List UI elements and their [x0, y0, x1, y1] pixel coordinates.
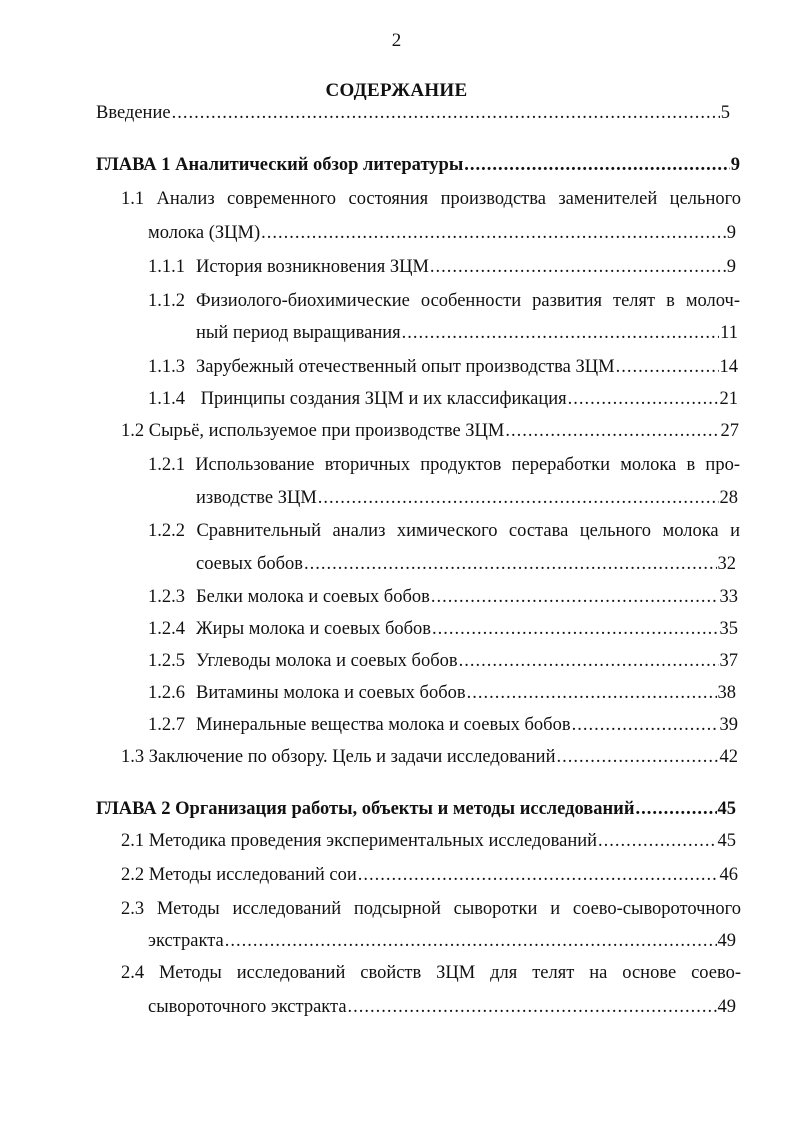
toc-leader-dots	[505, 416, 719, 446]
toc-leader-dots	[358, 860, 719, 890]
toc-entry-page: 32	[717, 554, 736, 574]
toc-entry-text: Белки молока и соевых бобов	[196, 587, 430, 607]
toc-entry-number: 1.1.1	[148, 257, 185, 277]
toc-entry-1-2-1-line2	[196, 483, 738, 513]
toc-entry-intro	[96, 98, 730, 128]
toc-entry-text: ГЛАВА 2 Организация работы, объекты и методы исследований	[96, 799, 635, 819]
toc-entry-text: Витамины молока и соевых бобов	[196, 683, 466, 703]
toc-entry-1-2-2-line2	[196, 549, 736, 579]
toc-entry-1-1-1	[148, 252, 736, 282]
toc-entry-label	[148, 384, 567, 414]
toc-entry-number: 1.2.5	[148, 651, 185, 671]
toc-entry-page: 42	[719, 747, 738, 767]
toc-entry-page: 39	[719, 715, 738, 735]
toc-entry-1-2-3	[148, 582, 738, 612]
toc-entry-page: 11	[720, 323, 738, 343]
toc-entry-label	[148, 710, 571, 740]
toc-entry-text: 2.2 Методы исследований сои	[121, 865, 357, 885]
toc-entry-number: 1.1.4	[148, 389, 185, 409]
toc-entry-1-1-2-line2	[196, 318, 738, 348]
toc-entry-1-2-5	[148, 646, 738, 676]
toc-entry-text: соевых бобов	[196, 554, 303, 574]
toc-entry-label	[148, 614, 431, 644]
page-number: 2	[391, 30, 402, 51]
toc-leader-dots	[261, 218, 726, 248]
toc-leader-dots	[616, 352, 719, 382]
toc-entry-text: Углеводы молока и соевых бобов	[196, 651, 458, 671]
toc-entry-number: 1.2.3	[148, 587, 185, 607]
toc-entry-page: 38	[717, 683, 736, 703]
toc-entry-1-1-line1: 1.1 Анализ современного состояния производства заменителей цельного	[121, 189, 741, 209]
toc-entry-2-3-line2	[148, 926, 736, 956]
toc-leader-dots	[402, 318, 720, 348]
toc-leader-dots	[430, 252, 726, 282]
toc-leader-dots	[598, 826, 716, 856]
toc-leader-dots	[318, 483, 719, 513]
toc-entry-1-1-4	[148, 384, 738, 414]
toc-entry-label	[148, 646, 458, 676]
toc-entry-text: Жиры молока и соевых бобов	[196, 619, 432, 639]
toc-entry-1-1-3	[148, 352, 738, 382]
toc-entry-chapter-1	[96, 150, 740, 180]
toc-leader-dots	[225, 926, 717, 956]
toc-entry-text: изводстве ЗЦМ	[196, 488, 317, 508]
toc-entry-text: ГЛАВА 1 Аналитический обзор литературы	[96, 155, 464, 175]
toc-entry-2-2	[121, 860, 738, 890]
toc-entry-page: 5	[720, 103, 730, 123]
toc-entry-1-2-7	[148, 710, 738, 740]
toc-leader-dots	[172, 98, 720, 128]
toc-leader-dots	[432, 614, 718, 644]
toc-entry-page: 27	[720, 421, 739, 441]
toc-leader-dots	[348, 992, 717, 1022]
toc-entry-2-4-line1: 2.4 Методы исследований свойств ЗЦМ для телят на основе соево-	[121, 963, 741, 983]
toc-leader-dots	[464, 150, 729, 180]
toc-title: СОДЕРЖАНИЕ	[325, 80, 468, 101]
toc-entry-page: 9	[726, 257, 736, 277]
toc-entry-text: 1.3 Заключение по обзору. Цель и задачи исследований	[121, 747, 556, 767]
toc-entry-label	[148, 352, 615, 382]
toc-leader-dots	[459, 646, 719, 676]
toc-leader-dots	[572, 710, 719, 740]
toc-entry-page: 49	[717, 997, 736, 1017]
toc-entry-text: История возникновения ЗЦМ	[196, 257, 429, 277]
toc-entry-page: 37	[719, 651, 738, 671]
toc-leader-dots	[556, 742, 718, 772]
toc-entry-page: 33	[719, 587, 738, 607]
toc-entry-text: Минеральные вещества молока и соевых бобов	[196, 715, 571, 735]
toc-entry-page: 45	[717, 831, 736, 851]
toc-leader-dots	[431, 582, 719, 612]
toc-entry-number: 1.1.3	[148, 357, 185, 377]
toc-entry-text: ный период выращивания	[196, 323, 401, 343]
toc-entry-1-2-1-line1: 1.2.1 Использование вторичных продуктов переработки молока в про-	[148, 455, 740, 475]
toc-entry-page: 9	[730, 155, 740, 175]
toc-entry-page: 35	[719, 619, 738, 639]
toc-entry-page: 49	[717, 931, 736, 951]
toc-entry-text: 1.2 Сырьё, используемое при производстве ЗЦМ	[121, 421, 505, 441]
toc-entry-text: молока (ЗЦМ)	[148, 223, 261, 243]
toc-entry-1-3	[121, 742, 738, 772]
toc-entry-1-2-6	[148, 678, 736, 708]
toc-entry-text: экстракта	[148, 931, 224, 951]
toc-entry-page: 21	[719, 389, 738, 409]
toc-entry-number: 1.2.7	[148, 715, 185, 735]
toc-entry-1-2	[121, 416, 739, 446]
toc-leader-dots	[568, 384, 719, 414]
toc-entry-2-1	[121, 826, 736, 856]
toc-entry-text: Принципы создания ЗЦМ и их классификация	[196, 389, 567, 409]
toc-entry-label	[148, 252, 429, 282]
toc-entry-text: сывороточного экстракта	[148, 997, 347, 1017]
toc-leader-dots	[467, 678, 717, 708]
toc-entry-number: 1.2.4	[148, 619, 185, 639]
toc-entry-2-3-line1: 2.3 Методы исследований подсырной сыворотки и соево-сывороточного	[121, 899, 741, 919]
toc-entry-page: 45	[717, 799, 736, 819]
toc-entry-label	[148, 678, 466, 708]
toc-leader-dots	[636, 794, 717, 824]
toc-entry-1-2-4	[148, 614, 738, 644]
toc-entry-chapter-2	[96, 794, 736, 824]
toc-entry-label	[148, 582, 430, 612]
toc-leader-dots	[304, 549, 717, 579]
toc-entry-text: Зарубежный отечественный опыт производства ЗЦМ	[196, 357, 615, 377]
toc-entry-page: 28	[719, 488, 738, 508]
toc-entry-1-1-2-line1: 1.1.2 Физиолого-биохимические особенности развития телят в молоч-	[148, 291, 740, 311]
toc-entry-text: Введение	[96, 103, 171, 123]
toc-entry-number: 1.2.6	[148, 683, 185, 703]
toc-entry-page: 46	[719, 865, 738, 885]
toc-entry-text: 2.1 Методика проведения экспериментальных исследований	[121, 831, 598, 851]
toc-entry-1-1-line2	[148, 218, 736, 248]
toc-entry-page: 9	[726, 223, 736, 243]
toc-entry-page: 14	[719, 357, 738, 377]
toc-entry-1-2-2-line1: 1.2.2 Сравнительный анализ химического состава цельного молока и	[148, 521, 740, 541]
toc-entry-2-4-line2	[148, 992, 736, 1022]
